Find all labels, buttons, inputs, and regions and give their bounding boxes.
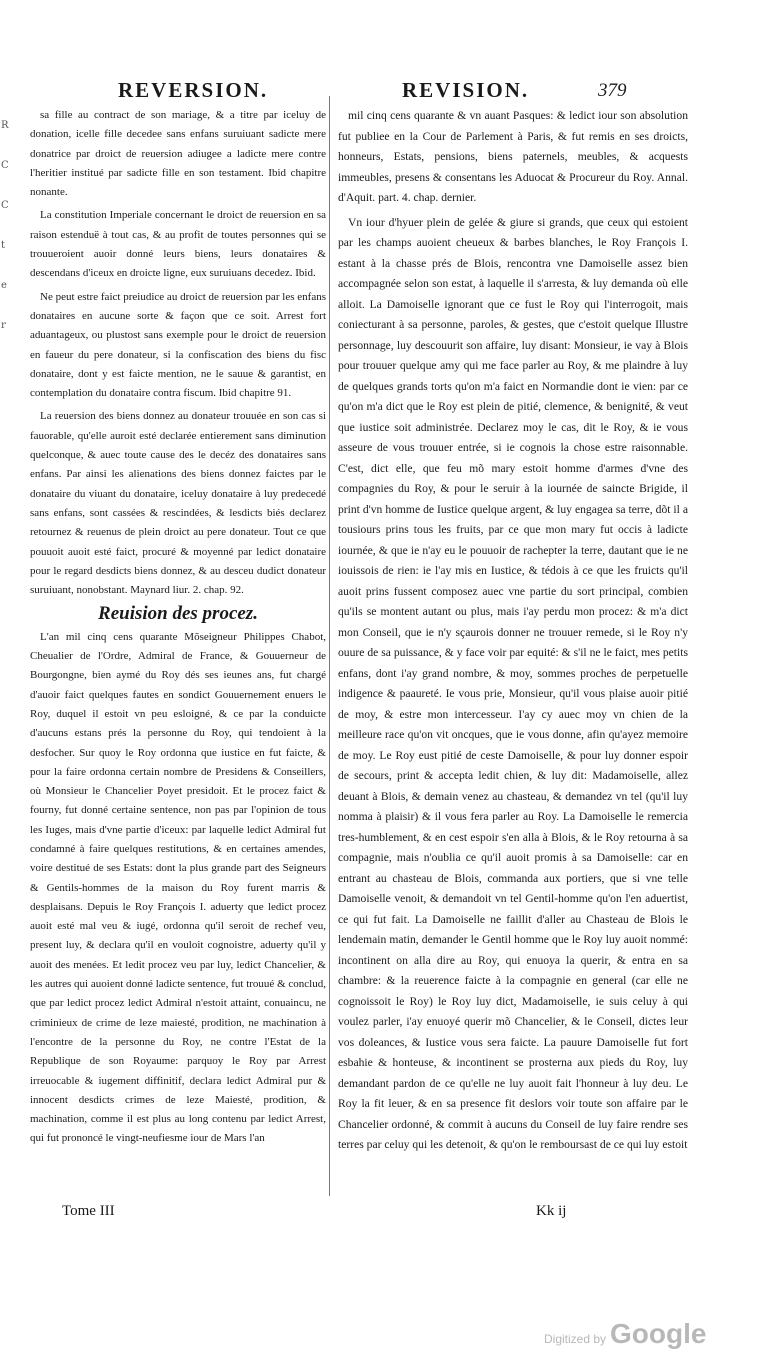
section-title: Reuision des procez. — [98, 603, 258, 625]
right-column — [338, 106, 688, 1160]
adjacent-page-edge: R C C t e r — [1, 120, 9, 331]
google-logo: Google — [610, 1318, 707, 1349]
watermark-prefix: Digitized by — [544, 1332, 607, 1346]
running-head-left: REVERSION. — [118, 78, 269, 102]
paragraph: sa fille au contract de son mariage, & a titre par iceluy de donation, icelle fille decedee sans enfans suruiuant sadicte mere donatrice par droict de reuersion adiugee a ladicte mere contre l'heritier institué par sadicte fille en son testament. Ibid chapitre nonante. — [30, 109, 326, 199]
running-head-right: REVISION. — [402, 78, 530, 102]
digitized-watermark — [544, 1318, 706, 1350]
column-divider — [329, 96, 330, 1196]
paragraph: La reuersion des biens donnez au donateur trouuée en son cas si fauorable, qu'elle auroit esté declarée entierement sans diminution quelconque, & auec toute cause des le decéz des donataires sans enfans. Par ainsi les alienations des biens donnez faictes par le donataire du viuant du donataire, iceluy donataire à luy predecedé sans enfans, sont cassées & rescindées, & lesdicts biés declarez retournez & reuenus de plein droict au pere donateur. Tout ce que pouuoit auoit esté faict, procuré & moyenné par ledict donataire pour le regard desdicts biens donnez, & au desceu dudict donateur suruiuant, nonobstant. Maynard liur. 2. chap. 92. — [30, 410, 326, 597]
volume-label: Tome III — [62, 1203, 115, 1219]
paragraph: Vn iour d'hyuer plein de gelée & giure si grands, que ceux qui estoient par les champs auoient cheueux & barbes blanches, le Roy François I. estant à la chasse prés de Blois, rencontra vne Damoiselle assez bien accompagnée selon son estat, à laquelle il s'arresta, & luy demanda où elle alloit. La Damoiselle ignorant que ce fust le Roy qui l'interrogoit, mais coniecturant à sa personne, paroles, & gestes, que c'estoit quelque Illustre personnage, luy descouurit son affaire, luy disant: Monsieur, ie vay à Blois pour trouuer quelque amy qui me face parler au Roy, & me plaindre à luy de quelques grands torts qu'on m'a faict en Normandie dont ie vien: par ce qu'on m'a dict que le Roy est plein de pitié, clemence, & benignité, & veut que iustice soit administrée. Declarez moy le cas, dit le Roy, & ie vous asseure de vous trouuer entrée, si ie cognois la chose estre raisonnable. C'est, dict elle, que feu mõ mary estoit homme d'armes d'vne des compagnies du Roy, & pour le seruir à la iournée de saincte Brigide, il print d'vn homme de Iustice quelque argent, & luy engagea sa terre, dõt il a tousiours prins tous les fruits, par ce que mon mary fut occis à ladicte iournée, & que ie n'ay eu le pouuoir de rachepter la terre, dautant que ie ne iouissois de rien: ie l'ay mis en Iustice, & tédois à ce que les fruicts qu'il auoit prins fussent composez auec vne partie du sort principal, combien qu'ils se montent autant ou plus, mais i'ay perdu mon procez: & m'a dict mon Conseil, que ie n'y sçaurois donner ne trouuer remede, si le Roy n'y ouure de sa puissance, & y face voir par equité: & s'il ne le faict, mes petits enfans, dont i'ay grand nombre, & moy, sommes proches de perpetuelle indigence & paaureté. Ie vous prie, Monsieur, qu'il vous plaise auoir pitié de moy, & estre mon intercesseur. I'ay cy auec moy vn chien de la meilleure race qu'on vit oncques, que ie vous donne, afin qu'ayez memoire de moy. Le Roy eust pitié de ceste Damoiselle, & pour luy donner espoir de secours, print & accepta ledit chien, & luy dit: Madamoiselle, allez deuant à Blois, & demain venez au chasteau, & demandez vn tel (qu'il luy nomma à plaisir) & il vous fera parler au Roy. La Damoiselle le remercia tres-humblement, & en cest espoir s'en alla à Blois, & le Roy retourna à sa compagnie, mais n'oublia ce qu'il auoit promis à sa Damoiselle: car en entrant au chasteau de Blois, commanda aux portiers, que si vne telle Damoiselle venoit, & demandoit vn tel Gentil-homme qu'on l'en aduertist, ce qui fut fait. La Damoiselle ne faillit d'aller au Chasteau de Blois le lendemain matin, demander le Gentil homme que le Roy luy auoit nommé: incontinent on alla dire au Roy, qui enuoya la querir, & entra en sa chambre: & la reuerence faicte à la compagnie en general (car elle ne cognoissoit le Roy) le Roy luy dict, Madamoiselle, ie suis celuy à qui voulez parler, i'ay enuoyé querir mõ Chancelier, & le Conseil, dictes leur vos doleances, & Iustice vous sera faicte. La pauure Damoiselle fut fort esbahie & honteuse, & incontinent se prosterna aux pieds du Roy, luy demandant pardon de ce qu'elle ne luy auoit fait l'honneur à luy deu. Le Roy la fit leuer, & en sa presence fit deslors voir toute son affaire par le Chancelier ordonné, & commit à aucuns du Conseil de luy faire rendre ses terres par celuy qui les detenoit, & qu'on le remboursast de ce qui luy estoit — [338, 215, 688, 1151]
signature-mark: Kk ij — [536, 1203, 567, 1219]
paragraph: mil cinq cens quarante & vn auant Pasques: & ledict iour son absolution fut publiee en la Cour de Parlement à Paris, & fut remis en ses droicts, honneurs, Estats, pensions, biens paternels, meubles, & acquests immeubles, presens & consentans les Aduocat & Procureur du Roy. Annal. d'Aquit. part. 4. chap. dernier. — [338, 109, 688, 204]
left-column — [30, 106, 326, 1153]
paragraph: Ne peut estre faict preiudice au droict de reuersion par les enfans donataires en aucune sorte & façon que ce soit. Arrest fort aduantageux, ou plustost sans exemple pour le droict de reuersion en faueur du pere donateur, si la confiscation des biens du fisc donataire, dont y est faicte mention, ne le sauue & garantist, en contemplation du donataire contra fiscum. Ibid chapitre 91. — [30, 290, 326, 400]
paragraph: L'an mil cinq cens quarante Mõseigneur Philippes Chabot, Cheualier de l'Ordre, Admiral de France, & Gouuerneur de Bourgongne, bien aymé du Roy dés ses ieunes ans, fut chargé d'auoir faict quelques fautes en sondict Gouuernement enuers le Roy, duquel il estoit vn peu esloigné, & ce par la conduicte d'aucuns estans prés la personne du Roy, qui tendoient à la desfocher. Sur quoy le Roy ordonna que iustice en fut faicte, & pour la faire ordonna certain nombre de Presidens & Conseillers, où Monsieur le Chancelier Poyet presidoit. Et le procez faict & fourny, fut donné certaine sentence, non pas par l'opinion de tous les Iuges, mais d'vne partie d'iceux: par laquelle ledict Admiral fut condamné à faire quelques restitutions, & en certaines amendes, voire destitué de ses Estats: dont la plus grande part des Seigneurs & Gentils-hommes de la maison du Roy furent marris & desplaisans. Depuis le Roy François I. aduerty que ledict procez auoit esté mal veu & iugé, ordonna qu'il seroit de rechef veu, present luy, & declara qu'il en vouloit cognoistre, aduerty qu'il y auoit des menées. Et ledit procez veu par luy, ledict Chancelier, & les autres qui auoient donné ladicte sentence, fut trouué & conclud, que par ledict procez ledict Admiral n'estoit attaint, conuaincu, ne criminieux de crime de leze maiesté, prodition, ne machination à l'encontre de la personne du Roy, ne contre l'Estat de la Republique de son Royaume: parquoy le Roy par Arrest irreuocable & iugement diffinitif, declara ledict Admiral pur & innocent desdicts crimes de leze Maiesté, prodition, & machination, comme il est plus au long contenu par ledict Arrest, qui fut prononcé le vingt-neufiesme iour de Mars l'an — [30, 630, 326, 1145]
page-number: 379 — [598, 80, 627, 101]
paragraph: La constitution Imperiale concernant le droict de reuersion en sa raison estenduë à tout cas, & au profit de toutes personnes qui se trouueroient auoir donné leurs biens, leurs donataires & descendans d'iceux en droicte ligne, eux suruiuans decedez. Ibid. — [30, 209, 326, 280]
